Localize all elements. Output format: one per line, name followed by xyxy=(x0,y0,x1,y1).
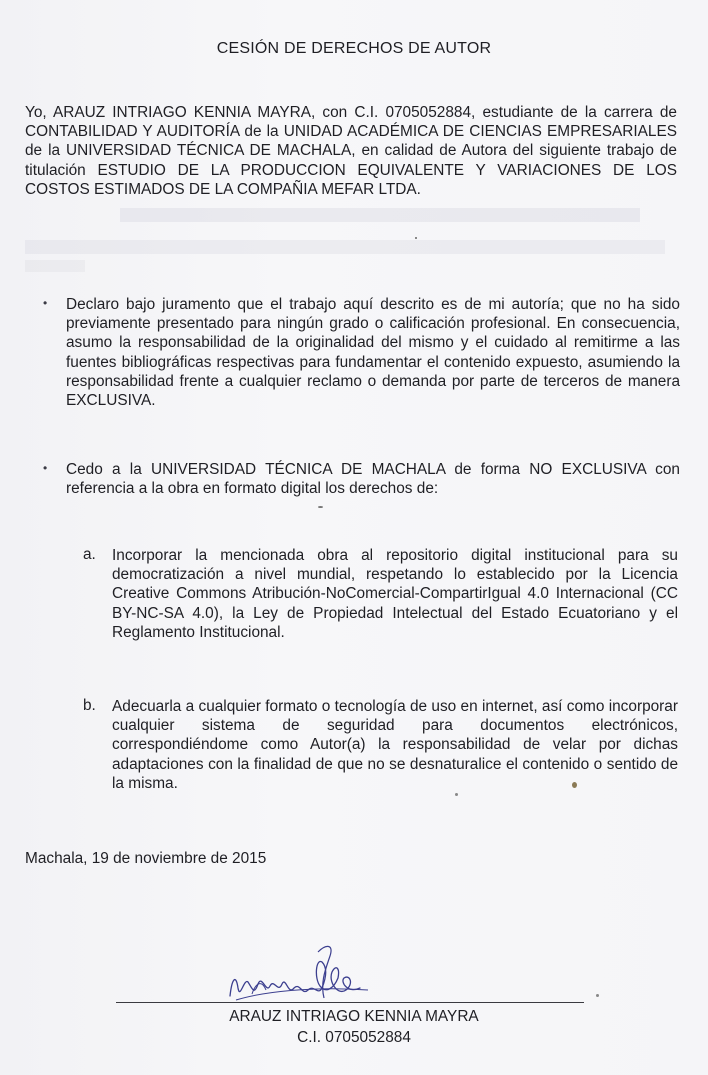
bleed-through-text xyxy=(25,240,665,254)
scan-speck xyxy=(572,782,577,788)
cession-paragraph: Cedo a la UNIVERSIDAD TÉCNICA DE MACHALA de forma NO EXCLUSIVA con referencia a la obra en formato digital los derechos de: xyxy=(66,461,680,498)
item-letter: a. xyxy=(83,546,96,563)
document-title: CESIÓN DE DERECHOS DE AUTOR xyxy=(216,40,492,57)
signatory-name: ARAUZ INTRIAGO KENNIA MAYRA xyxy=(229,1008,479,1025)
intro-paragraph: Yo, ARAUZ INTRIAGO KENNIA MAYRA, con C.I. 0705052884, estudiante de la carrera de CONTABILIDAD Y AUDITORÍA de la UNIDAD ACADÉMICA DE CIENCIAS EMPRESARIALES de la UNIVERSIDAD TÉCNICA DE MACHALA, en calidad de Autora del siguiente trabajo de titulación ESTUDIO DE LA PRODUCCION EQUIVALENTE Y VARIACIONES DE LOS COSTOS ESTIMADOS DE LA COMPAÑIA MEFAR LTDA. xyxy=(25,104,677,198)
scan-speck xyxy=(596,994,599,997)
bleed-through-text xyxy=(25,260,85,272)
bleed-through-text xyxy=(300,2,304,18)
item-a-paragraph: Incorporar la mencionada obra al repositorio digital institucional para su democratización a nivel mundial, respetando lo establecido por la Licencia Creative Commons Atribución-NoComercial-CompartirIgual 4.0 Internacional (CC BY-NC-SA 4.0), la Ley de Propiedad Intelectual del Estado Ecuatoriano y el Reglamento Institucional. xyxy=(112,547,678,641)
scan-speck xyxy=(455,793,458,796)
item-b-paragraph: Adecuarla a cualquier formato o tecnología de uso en internet, así como incorporar cualquier sistema de seguridad para documentos electrónicos, correspondiéndome como Autor(a) la responsabilidad de velar por dichas adaptaciones con la finalidad de que no se desnaturalice el contenido o sentido de la misma. xyxy=(112,698,678,792)
place-date: Machala, 19 de noviembre de 2015 xyxy=(25,850,267,867)
scan-speck xyxy=(415,237,417,239)
bleed-through-text xyxy=(120,208,640,222)
bullet-marker: • xyxy=(43,461,48,475)
signatory-id: C.I. 0705052884 xyxy=(297,1029,411,1046)
signature-line xyxy=(116,1002,584,1003)
item-letter: b. xyxy=(83,697,96,714)
bullet-marker: • xyxy=(43,296,48,310)
scan-speck xyxy=(318,506,323,508)
declaration-paragraph: Declaro bajo juramento que el trabajo aquí descrito es de mi autoría; que no ha sido previamente presentado para ningún grado o calificación profesional. En consecuencia, asumo la responsabilidad de la originalidad del mismo y el cuidado al remitirme a las fuentes bibliográficas respectivas para fundamentar el contenido expuesto, asumiendo la responsabilidad frente a cualquier reclamo o demanda por parte de terceros de manera EXCLUSIVA. xyxy=(66,296,680,410)
